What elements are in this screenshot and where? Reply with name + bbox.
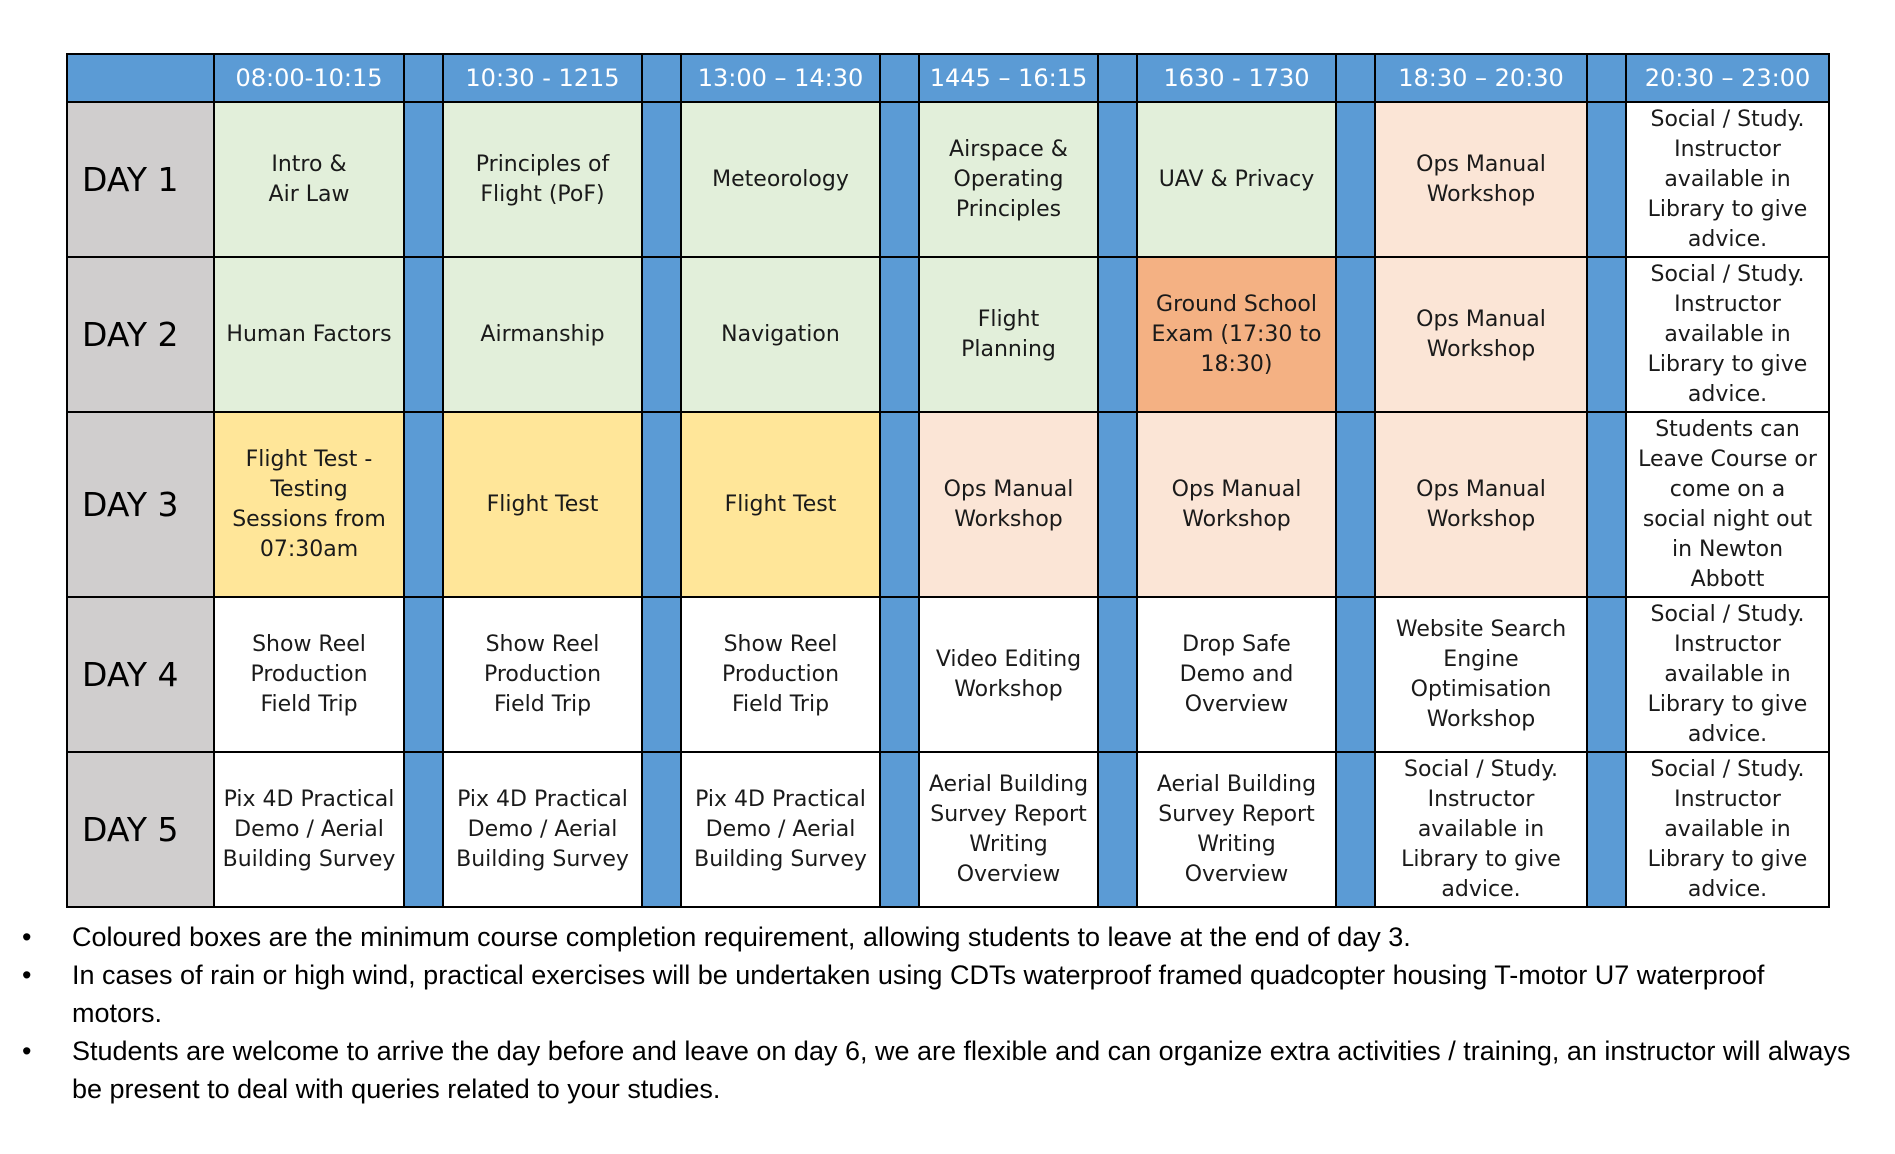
day-label: DAY 1 [67, 102, 214, 257]
break-column [642, 597, 681, 752]
session-cell [681, 752, 880, 907]
break-column [1336, 102, 1375, 257]
session-cell [1626, 752, 1829, 907]
session-text: Flight Test [486, 491, 599, 517]
session-cell [214, 412, 404, 597]
break-column [1336, 752, 1375, 907]
session-text: Aerial Building Survey Report Writing Overview [928, 771, 1089, 887]
bullet-icon: • [22, 960, 32, 990]
session-cell [919, 257, 1098, 412]
session-text: Video Editing Workshop [935, 646, 1082, 702]
break-column [1098, 54, 1137, 102]
break-column [1098, 597, 1137, 752]
notes-list [20, 918, 1860, 1108]
session-cell [1375, 257, 1587, 412]
break-column [1336, 597, 1375, 752]
time-slot-header: 1630 - 1730 [1137, 54, 1336, 102]
break-column [1336, 257, 1375, 412]
session-text: Pix 4D Practical Demo / Aerial Building Survey [694, 786, 867, 872]
time-slot-header: 08:00-10:15 [214, 54, 404, 102]
break-column [404, 752, 443, 907]
note-text: Coloured boxes are the minimum course completion requirement, allowing students to leave at the end of day 3. [72, 922, 1411, 952]
time-slot-header: 18:30 – 20:30 [1375, 54, 1587, 102]
break-column [1587, 257, 1626, 412]
break-column [880, 102, 919, 257]
break-column [1098, 257, 1137, 412]
session-cell [1626, 597, 1829, 752]
session-cell [681, 102, 880, 257]
session-text: Ops Manual Workshop [1171, 476, 1302, 532]
session-cell [214, 752, 404, 907]
break-column [404, 412, 443, 597]
bullet-icon: • [22, 1036, 32, 1066]
break-column [1336, 54, 1375, 102]
break-column [642, 102, 681, 257]
session-text: Social / Study. Instructor available in Library to give advice. [1647, 756, 1808, 902]
session-cell [681, 597, 880, 752]
session-text: Ops Manual Workshop [943, 476, 1074, 532]
day-row [67, 102, 1829, 257]
time-slot-header: 1445 – 16:15 [919, 54, 1098, 102]
break-column [880, 597, 919, 752]
break-column [404, 597, 443, 752]
break-column [1587, 412, 1626, 597]
break-column [642, 412, 681, 597]
session-text: Pix 4D Practical Demo / Aerial Building Survey [222, 786, 396, 872]
session-cell [1375, 597, 1587, 752]
break-column [1587, 597, 1626, 752]
session-text: Human Factors [226, 321, 392, 347]
session-cell [919, 102, 1098, 257]
session-cell [1375, 752, 1587, 907]
break-column [1098, 412, 1137, 597]
day-row [67, 257, 1829, 412]
session-cell [1375, 102, 1587, 257]
session-cell [214, 102, 404, 257]
session-text: Show Reel Production Field Trip [483, 631, 602, 717]
session-text: Social / Study. Instructor available in Library to give advice. [1647, 261, 1808, 407]
session-text: Navigation [721, 321, 840, 347]
session-text: Pix 4D Practical Demo / Aerial Building Survey [456, 786, 629, 872]
bullet-icon: • [22, 922, 32, 952]
note-item [20, 918, 1860, 956]
session-cell [443, 102, 642, 257]
day-label: DAY 2 [67, 257, 214, 412]
break-column [642, 257, 681, 412]
session-text: Principles of Flight (PoF) [475, 151, 610, 207]
day-row [67, 412, 1829, 597]
break-column [880, 412, 919, 597]
session-text: Airspace & Operating Principles [949, 136, 1068, 222]
note-text: In cases of rain or high wind, practical exercises will be undertaken using CDTs waterproof framed quadcopter housing T-motor U7 waterproof motors. [72, 960, 1765, 1028]
session-text: Airmanship [480, 321, 605, 347]
session-cell [1626, 102, 1829, 257]
break-column [404, 54, 443, 102]
break-column [880, 257, 919, 412]
session-text: Ops Manual Workshop [1416, 151, 1546, 207]
day-row [67, 597, 1829, 752]
session-cell [1137, 412, 1336, 597]
header-row [67, 54, 1829, 102]
session-text: Social / Study. Instructor available in Library to give advice. [1401, 756, 1561, 902]
day-row [67, 752, 1829, 907]
session-text: Ops Manual Workshop [1416, 476, 1546, 532]
break-column [1098, 102, 1137, 257]
break-column [1587, 752, 1626, 907]
header-corner [67, 54, 214, 102]
session-cell [1626, 257, 1829, 412]
session-cell [1137, 752, 1336, 907]
session-text: Meteorology [712, 166, 849, 192]
session-cell [1626, 412, 1829, 597]
session-cell [919, 752, 1098, 907]
session-cell [214, 257, 404, 412]
session-text: Social / Study. Instructor available in Library to give advice. [1647, 601, 1808, 747]
session-cell [1137, 597, 1336, 752]
day-label: DAY 5 [67, 752, 214, 907]
session-cell [919, 597, 1098, 752]
break-column [1336, 412, 1375, 597]
session-cell [443, 257, 642, 412]
session-cell [1375, 412, 1587, 597]
session-text: Drop Safe Demo and Overview [1179, 631, 1294, 717]
break-column [1587, 102, 1626, 257]
session-text: Website Search Engine Optimisation Workshop [1395, 616, 1567, 732]
day-label: DAY 4 [67, 597, 214, 752]
session-cell [681, 257, 880, 412]
note-item [20, 1032, 1860, 1108]
session-cell [443, 412, 642, 597]
session-cell [443, 597, 642, 752]
break-column [642, 752, 681, 907]
session-text: Ops Manual Workshop [1416, 306, 1546, 362]
session-cell [1137, 102, 1336, 257]
session-text: Intro & Air Law [268, 151, 350, 207]
break-column [1098, 752, 1137, 907]
day-label: DAY 3 [67, 412, 214, 597]
session-text: Students can Leave Course or come on a social night out in Newton Abbott [1638, 416, 1817, 592]
session-text: Flight Test [724, 491, 837, 517]
note-item [20, 956, 1860, 1032]
time-slot-header: 20:30 – 23:00 [1626, 54, 1829, 102]
session-text: Ground School Exam (17:30 to 18:30) [1151, 291, 1322, 377]
session-cell [919, 412, 1098, 597]
session-text: Aerial Building Survey Report Writing Overview [1156, 771, 1317, 887]
break-column [880, 54, 919, 102]
note-text: Students are welcome to arrive the day before and leave on day 6, we are flexible and can organize extra activities / training, an instructor will always be present to deal with queries related to your studies. [72, 1036, 1851, 1104]
course-timetable [66, 53, 1830, 908]
session-text: Flight Test - Testing Sessions from 07:30am [232, 446, 386, 562]
break-column [404, 102, 443, 257]
session-text: Show Reel Production Field Trip [721, 631, 840, 717]
time-slot-header: 10:30 - 1215 [443, 54, 642, 102]
session-text: Show Reel Production Field Trip [250, 631, 368, 717]
session-cell [1137, 257, 1336, 412]
session-text: Social / Study. Instructor available in Library to give advice. [1647, 106, 1808, 252]
session-text: Flight Planning [961, 306, 1056, 362]
session-text: UAV & Privacy [1158, 166, 1315, 192]
break-column [642, 54, 681, 102]
break-column [880, 752, 919, 907]
session-cell [214, 597, 404, 752]
session-cell [443, 752, 642, 907]
break-column [1587, 54, 1626, 102]
break-column [404, 257, 443, 412]
time-slot-header: 13:00 – 14:30 [681, 54, 880, 102]
session-cell [681, 412, 880, 597]
